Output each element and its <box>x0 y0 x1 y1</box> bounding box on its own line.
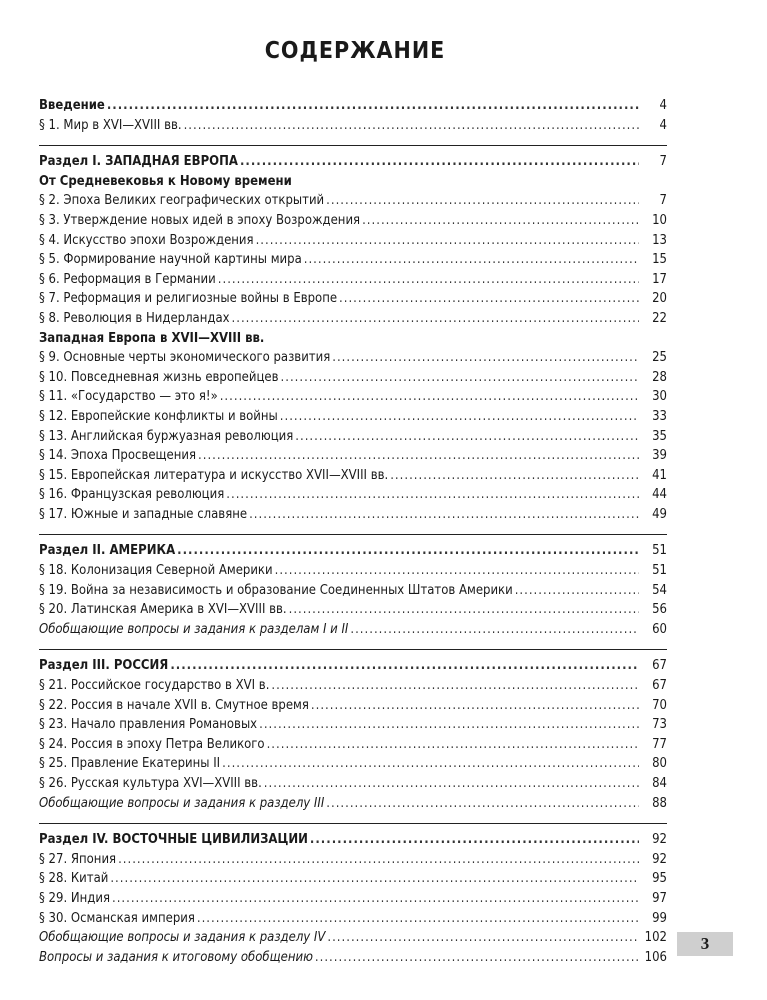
toc-entry-label: § 14. Эпоха Просвещения <box>39 448 197 464</box>
toc-entry-label: § 28. Китай <box>39 871 109 887</box>
leader-dots <box>339 289 639 309</box>
toc-entry-page: 84 <box>652 776 667 791</box>
toc-entry-label: § 29. Индия <box>39 890 110 906</box>
page-number: 3 <box>677 932 733 956</box>
toc-entry[interactable] <box>39 505 667 525</box>
toc-entry-label: § 16. Французская революция <box>39 487 225 503</box>
toc-entry-page: 7 <box>659 193 667 209</box>
section4-items <box>39 850 667 928</box>
toc-entry-label: § 1. Мир в XVI—XVIII вв. <box>39 117 182 133</box>
toc-entry[interactable] <box>39 270 667 290</box>
toc-entry[interactable] <box>39 191 667 211</box>
leader-dots <box>112 889 639 909</box>
toc-entry-page: 35 <box>652 428 667 444</box>
toc-entry-page: 67 <box>652 678 667 694</box>
toc-entry-label: § 13. Английская буржуазная революция <box>39 428 294 444</box>
leader-dots <box>295 427 639 447</box>
leader-dots <box>304 250 639 270</box>
toc-entry-page: 41 <box>652 467 667 483</box>
leader-dots <box>197 909 639 929</box>
section1-items1 <box>39 191 667 328</box>
toc-entry-page: 33 <box>652 408 667 424</box>
toc-entry-page: 102 <box>644 930 667 946</box>
toc-entry-label: Обобщающие вопросы и задания к разделам I и II <box>39 621 349 637</box>
subsection-heading: Западная Европа в XVII—XVIII вв. <box>39 330 265 346</box>
leader-dots <box>218 270 639 290</box>
toc-entry-page: 92 <box>652 851 667 867</box>
leader-dots <box>362 211 639 231</box>
section-heading-page: 51 <box>652 543 667 559</box>
toc-entry-page: 106 <box>644 949 667 965</box>
toc-entry-label: § 30. Османская империя <box>39 910 195 926</box>
toc-entry[interactable] <box>39 485 667 505</box>
page-title: СОДЕРЖАНИЕ <box>264 38 446 64</box>
section-heading-page: 92 <box>652 832 667 848</box>
toc-entry-label: § 27. Япония <box>39 851 117 867</box>
toc-entry-page: 80 <box>652 756 667 772</box>
toc-entry-page: 17 <box>652 271 667 287</box>
toc-entry[interactable] <box>39 289 667 309</box>
leader-dots <box>310 830 639 850</box>
toc-summary-entry[interactable] <box>39 794 667 814</box>
toc-entry-page: 30 <box>652 389 667 405</box>
leader-dots <box>350 620 639 640</box>
toc-entry[interactable] <box>39 96 667 116</box>
toc-summary-entry[interactable] <box>39 948 667 968</box>
table-of-contents <box>39 96 667 967</box>
toc-entry-page: 54 <box>652 582 667 598</box>
toc-entry-label: § 4. Искусство эпохи Возрождения <box>39 232 254 248</box>
toc-entry-label: § 19. Война за независимость и образование Соединенных Штатов Америки <box>39 582 513 598</box>
leader-dots <box>220 387 639 407</box>
toc-entry-label: Вопросы и задания к итоговому обобщению <box>39 949 313 965</box>
toc-entry[interactable] <box>39 250 667 270</box>
toc-entry[interactable] <box>39 600 667 620</box>
toc-entry-page: 10 <box>652 212 667 228</box>
toc-entry-label: § 26. Русская культура XVI—XVIII вв. <box>39 776 262 791</box>
toc-entry-label: § 6. Реформация в Германии <box>39 271 216 287</box>
toc-entry-page: 20 <box>652 291 667 307</box>
toc-entry-label: § 3. Утверждение новых идей в эпоху Возрождения <box>39 212 361 228</box>
toc-entry[interactable] <box>39 116 667 136</box>
toc-entry[interactable] <box>39 211 667 231</box>
leader-dots <box>390 466 639 486</box>
toc-entry-page: 73 <box>652 717 667 733</box>
toc-entry[interactable] <box>39 387 667 407</box>
section-heading-label: Раздел IV. ВОСТОЧНЫЕ ЦИВИЛИЗАЦИИ <box>39 832 308 848</box>
leader-dots <box>198 446 639 466</box>
toc-summary-entry[interactable] <box>39 928 667 948</box>
leader-dots <box>110 869 639 889</box>
leader-dots <box>332 348 639 368</box>
toc-entry-label: Обобщающие вопросы и задания к разделу IV <box>39 930 326 946</box>
toc-entry-label: § 12. Европейские конфликты и войны <box>39 408 278 424</box>
toc-entry-label: § 15. Европейская литература и искусство XVII—XVIII вв. <box>39 467 389 483</box>
toc-entry-page: 4 <box>659 117 667 133</box>
leader-dots <box>327 928 639 948</box>
section-heading[interactable] <box>39 152 667 172</box>
toc-entry[interactable] <box>39 715 667 735</box>
section-divider <box>39 145 667 146</box>
toc-entry[interactable] <box>39 754 667 774</box>
toc-entry-page: 28 <box>652 369 667 385</box>
leader-dots <box>226 485 639 505</box>
leader-dots <box>240 152 639 172</box>
leader-dots <box>170 656 639 676</box>
toc-entry-page: 97 <box>652 890 667 906</box>
leader-dots <box>315 948 639 968</box>
leader-dots <box>118 850 639 870</box>
toc-entry-page: 22 <box>652 310 667 326</box>
leader-dots <box>289 600 639 620</box>
toc-entry[interactable] <box>39 869 667 889</box>
toc-entry-page: 39 <box>652 448 667 464</box>
leader-dots <box>264 774 639 794</box>
subsection-heading: От Средневековья к Новому времени <box>39 173 292 189</box>
section3-items <box>39 676 667 794</box>
toc-entry-label: § 7. Реформация и религиозные войны в Европе <box>39 291 338 307</box>
section-heading-page: 67 <box>652 658 667 674</box>
toc-entry-label: § 21. Российское государство в XVI в. <box>39 678 270 694</box>
toc-entry-label: § 11. «Государство — это я!» <box>39 389 218 405</box>
toc-summary-entry[interactable] <box>39 620 667 640</box>
toc-entry-page: 99 <box>652 910 667 926</box>
leader-dots <box>267 735 639 755</box>
toc-entry[interactable] <box>39 850 667 870</box>
section-heading-label: Раздел II. АМЕРИКА <box>39 543 176 559</box>
toc-entry[interactable] <box>39 561 667 581</box>
leader-dots <box>256 231 639 251</box>
toc-entry[interactable] <box>39 676 667 696</box>
toc-entry-page: 95 <box>652 871 667 887</box>
leader-dots <box>311 696 639 716</box>
toc-entry[interactable] <box>39 889 667 909</box>
leader-dots <box>249 505 639 525</box>
toc-entry-label: § 25. Правление Екатерины II <box>39 756 221 772</box>
toc-entry-page: 56 <box>652 602 667 618</box>
section-divider <box>39 534 667 535</box>
leader-dots <box>326 794 639 814</box>
toc-entry-label: § 2. Эпоха Великих географических открытий <box>39 193 325 209</box>
toc-entry-page: 51 <box>652 563 667 579</box>
toc-entry-page: 25 <box>652 350 667 366</box>
toc-entry-label: § 10. Повседневная жизнь европейцев <box>39 369 279 385</box>
toc-entry-label: Введение <box>39 98 105 113</box>
leader-dots <box>222 754 639 774</box>
section-heading[interactable] <box>39 830 667 850</box>
toc-entry[interactable] <box>39 427 667 447</box>
toc-entry[interactable] <box>39 446 667 466</box>
section1-items2 <box>39 348 667 524</box>
section-heading-label: Раздел III. РОССИЯ <box>39 658 169 674</box>
toc-entry[interactable] <box>39 348 667 368</box>
toc-entry-label: Обобщающие вопросы и задания к разделу III <box>39 795 325 811</box>
leader-dots <box>271 676 639 696</box>
toc-entry-page: 4 <box>659 98 667 113</box>
toc-entry-label: § 17. Южные и западные славяне <box>39 506 248 522</box>
leader-dots <box>259 715 639 735</box>
section-divider <box>39 823 667 824</box>
leader-dots <box>232 309 639 329</box>
section-divider <box>39 649 667 650</box>
toc-entry[interactable] <box>39 368 667 388</box>
toc-entry[interactable] <box>39 735 667 755</box>
section-heading-label: Раздел I. ЗАПАДНАЯ ЕВРОПА <box>39 154 238 170</box>
toc-entry-label: § 9. Основные черты экономического развития <box>39 350 331 366</box>
leader-dots <box>184 116 639 136</box>
toc-entry-page: 77 <box>652 736 667 752</box>
leader-dots <box>177 541 639 561</box>
toc-entry[interactable] <box>39 909 667 929</box>
toc-entry-page: 88 <box>652 795 667 811</box>
section-heading[interactable] <box>39 656 667 676</box>
toc-entry-page: 70 <box>652 697 667 713</box>
leader-dots <box>281 368 639 388</box>
toc-entry[interactable] <box>39 466 667 486</box>
toc-entry-label: § 18. Колонизация Северной Америки <box>39 563 273 579</box>
toc-entry-page: 13 <box>652 232 667 248</box>
toc-entry[interactable] <box>39 774 667 794</box>
toc-entry-label: § 5. Формирование научной картины мира <box>39 252 302 268</box>
toc-entry[interactable] <box>39 581 667 601</box>
leader-dots <box>280 407 639 427</box>
toc-entry-label: § 8. Революция в Нидерландах <box>39 310 230 326</box>
toc-entry-label: § 24. Россия в эпоху Петра Великого <box>39 736 265 752</box>
toc-entry-page: 60 <box>652 621 667 637</box>
toc-entry[interactable] <box>39 231 667 251</box>
toc-entry-page: 15 <box>652 252 667 268</box>
toc-entry-label: § 22. Россия в начале XVII в. Смутное время <box>39 697 309 713</box>
toc-entry[interactable] <box>39 309 667 329</box>
leader-dots <box>107 96 639 116</box>
toc-entry-page: 49 <box>652 506 667 522</box>
section-heading[interactable] <box>39 541 667 561</box>
toc-entry-label: § 20. Латинская Америка в XVI—XVIII вв. <box>39 602 287 618</box>
toc-entry[interactable] <box>39 696 667 716</box>
leader-dots <box>275 561 639 581</box>
section2-items <box>39 561 667 620</box>
toc-entry[interactable] <box>39 407 667 427</box>
leader-dots <box>515 581 639 601</box>
toc-entry-label: § 23. Начало правления Романовых <box>39 717 258 733</box>
leader-dots <box>326 191 639 211</box>
toc-entry-page: 44 <box>652 487 667 503</box>
section-heading-page: 7 <box>659 154 667 170</box>
